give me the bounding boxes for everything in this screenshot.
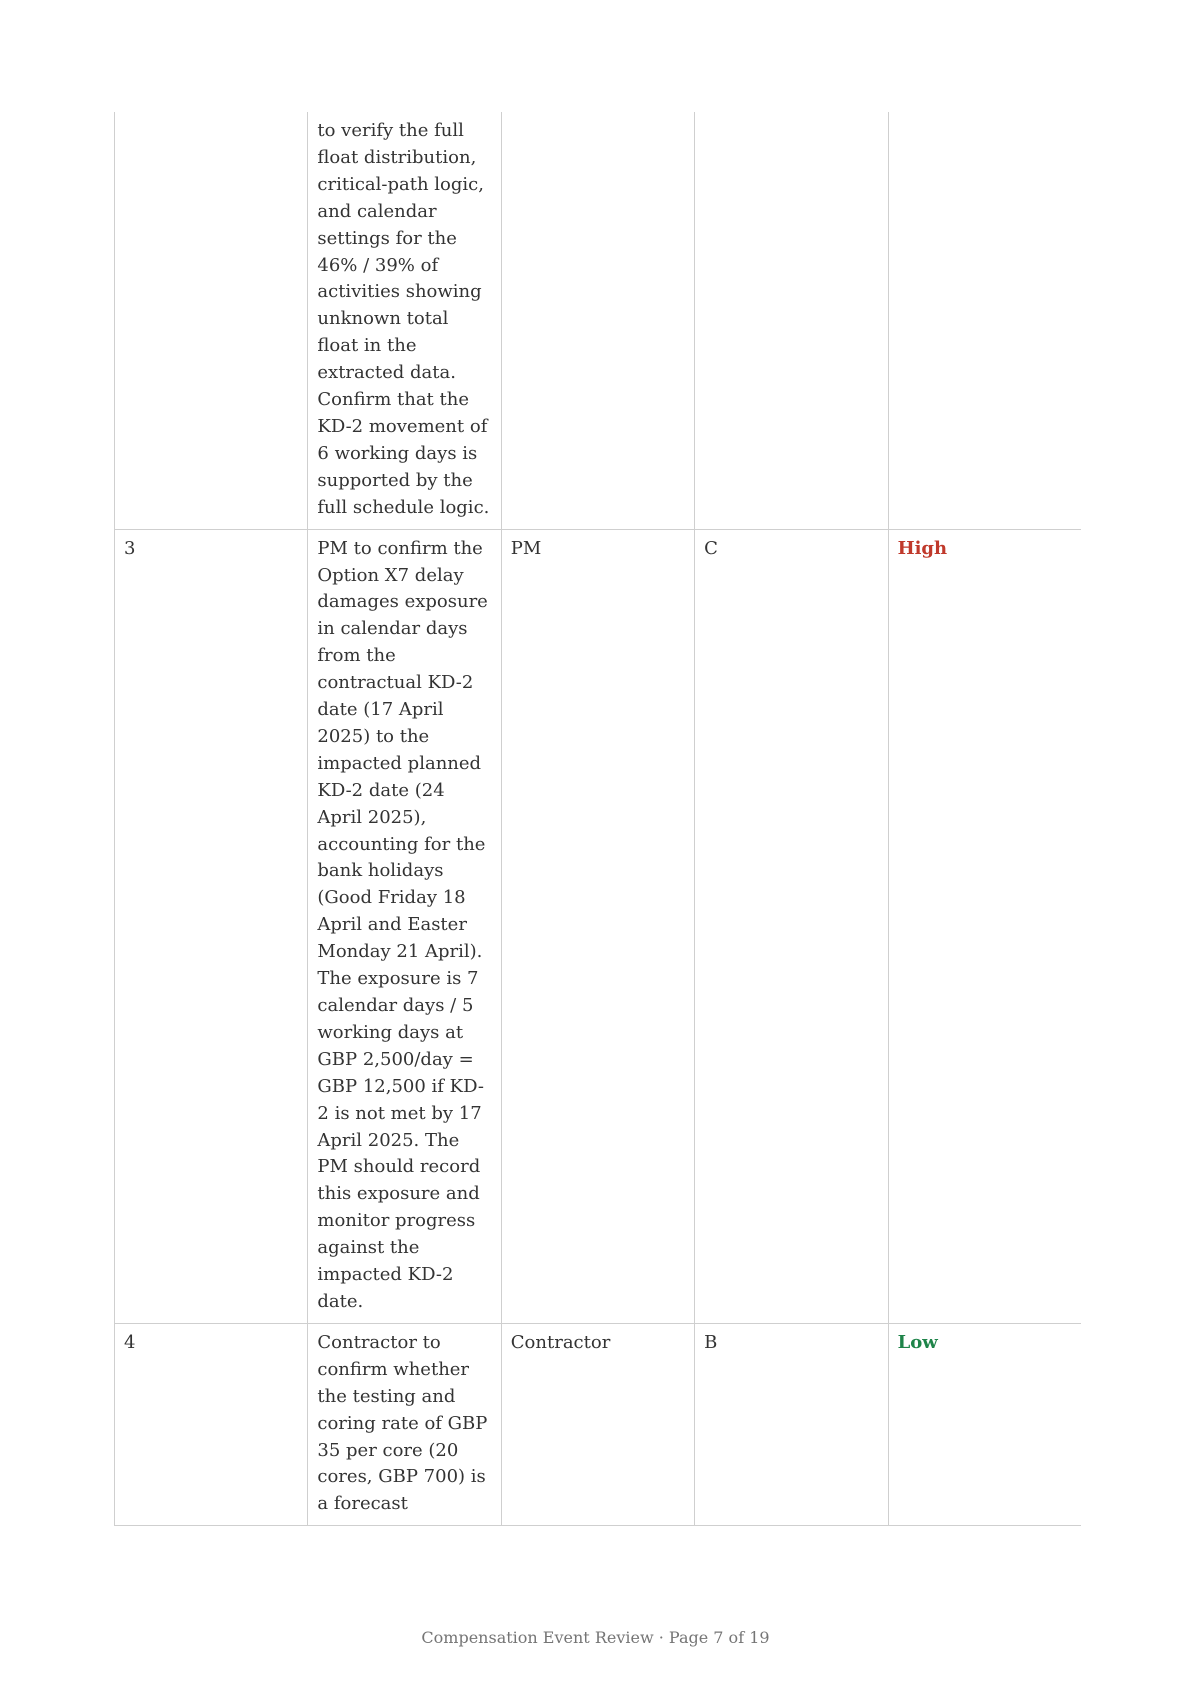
cell-priority (888, 112, 1081, 529)
cell-category: B (695, 1323, 888, 1525)
cell-number: 3 (115, 529, 308, 1323)
cell-owner (501, 112, 694, 529)
cell-action: Contractor to confirm whether the testing and coring rate of GBP 35 per core (20 cores, GBP 700) is a forecast (308, 1323, 501, 1525)
cell-owner: Contractor (501, 1323, 694, 1525)
table-row (115, 1323, 1082, 1525)
cell-number: 4 (115, 1323, 308, 1525)
cell-category (695, 112, 888, 529)
cell-owner: PM (501, 529, 694, 1323)
table-row (115, 529, 1082, 1323)
actions-table-container (114, 112, 1081, 1589)
cell-priority: High (888, 529, 1081, 1323)
cell-action: to verify the full float distribution, critical-path logic, and calendar settings for the 46% / 39% of activities showing unknown total float in the extracted data. Confirm that the KD-2 movement of 6 working days is supported by the full schedule logic. (308, 112, 501, 529)
cell-priority: Low (888, 1323, 1081, 1525)
cell-action: PM to confirm the Option X7 delay damages exposure in calendar days from the contractual KD-2 date (17 April 2025) to the impacted planned KD-2 date (24 April 2025), accounting for the bank holidays (Good Friday 18 April and Easter Monday 21 April). The exposure is 7 calendar days / 5 working days at GBP 2,500/day = GBP 12,500 if KD-2 is not met by 17 April 2025. The PM should record this exposure and monitor progress against the impacted KD-2 date. (308, 529, 501, 1323)
table-row (115, 112, 1082, 529)
cell-category: C (695, 529, 888, 1323)
actions-table (114, 112, 1081, 1526)
page-footer: Compensation Event Review · Page 7 of 19 (421, 1628, 770, 1647)
cell-number (115, 112, 308, 529)
